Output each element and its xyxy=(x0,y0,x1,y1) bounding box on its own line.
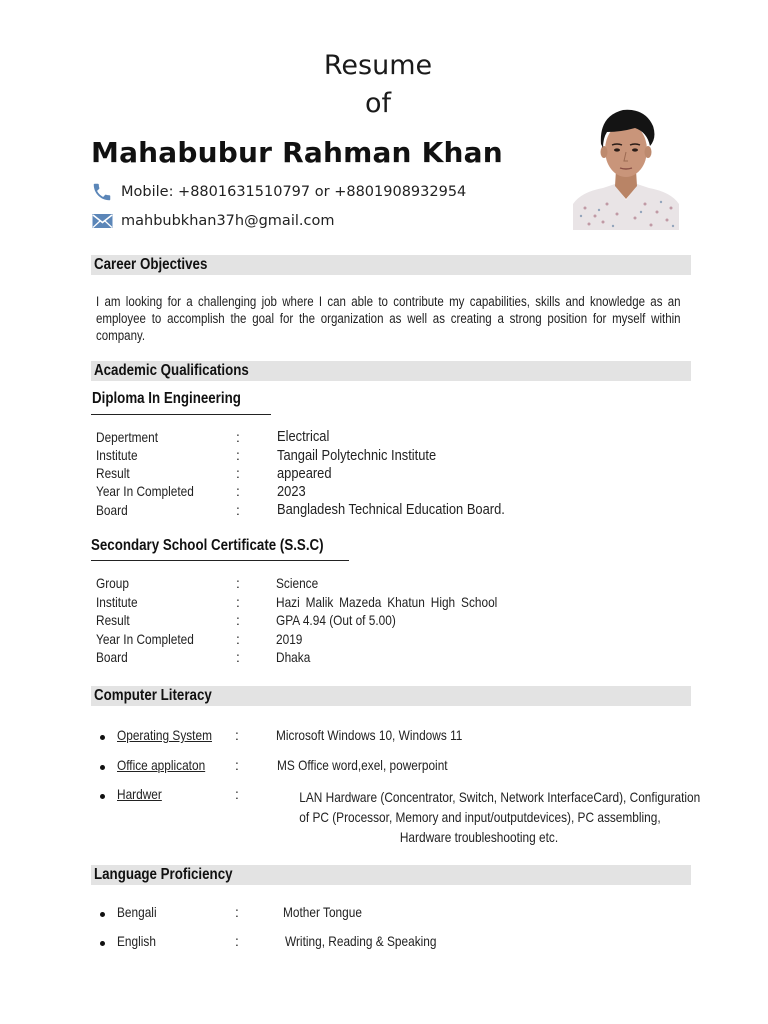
mobile-text: Mobile: +8801631510797 or +8801908932954 xyxy=(121,184,467,200)
table-row xyxy=(96,576,656,594)
row-value: Bangladesh Technical Education Board. xyxy=(277,501,505,518)
item-value: Microsoft Windows 10, Windows 11 xyxy=(276,728,463,743)
ssc-title: Secondary School Certificate (S.S.C) xyxy=(91,537,324,554)
item-value: Writing, Reading & Speaking xyxy=(285,934,437,949)
item-key: Hardwer xyxy=(117,787,162,802)
resume-title: Resume xyxy=(323,50,433,81)
email-text: mahbubkhan37h@gmail.com xyxy=(121,213,335,229)
row-value: appeared xyxy=(277,465,332,482)
item-colon: : xyxy=(235,934,239,949)
list-item xyxy=(100,905,700,923)
section-heading: Computer Literacy xyxy=(94,687,212,704)
list-item xyxy=(100,728,700,746)
row-colon: : xyxy=(236,650,240,665)
section-career-objectives xyxy=(91,255,691,275)
candidate-name: Mahabubur Rahman Khan xyxy=(91,136,503,169)
section-language-proficiency xyxy=(91,865,691,885)
item-colon: : xyxy=(235,728,239,743)
row-value: Tangail Polytechnic Institute xyxy=(277,447,437,464)
table-row xyxy=(96,430,656,448)
bullet-icon xyxy=(100,912,105,917)
table-row xyxy=(96,448,656,466)
section-heading: Academic Qualifications xyxy=(94,362,249,379)
contact-mobile xyxy=(91,181,466,203)
contact-email xyxy=(91,210,334,232)
hardware-line: of PC (Processor, Memory and input/outputdevices), PC assembling, xyxy=(299,810,661,825)
hardware-description xyxy=(270,788,701,848)
row-key: Year In Completed xyxy=(96,484,194,499)
table-row xyxy=(96,632,656,650)
bullet-icon xyxy=(100,941,105,946)
item-colon: : xyxy=(235,787,239,802)
row-value: Science xyxy=(276,576,319,591)
row-key: Depertment xyxy=(96,430,159,445)
row-colon: : xyxy=(236,632,240,647)
resume-title-of: of xyxy=(364,88,392,119)
row-colon: : xyxy=(236,595,240,610)
career-objective-text: I am looking for a challenging job where I can able to contribute my capabilities, skills and knowledge as an employee to accomplish the goal for the organization as well as creating a strong position for myself within company. xyxy=(96,294,681,343)
profile-photo xyxy=(573,104,679,230)
table-row xyxy=(96,466,656,484)
item-key: Operating System xyxy=(117,728,212,743)
bullet-icon xyxy=(100,765,105,770)
diploma-title: Diploma In Engineering xyxy=(92,390,241,407)
table-row xyxy=(96,595,656,613)
envelope-icon xyxy=(91,210,113,232)
table-row xyxy=(96,613,656,631)
bullet-icon xyxy=(100,794,105,799)
row-colon: : xyxy=(236,448,240,463)
item-value: Mother Tongue xyxy=(283,905,362,920)
divider xyxy=(91,414,271,415)
row-value: Electrical xyxy=(277,428,330,445)
hardware-line: Hardware troubleshooting etc. xyxy=(399,830,559,845)
table-row xyxy=(96,650,656,668)
row-value: Hazi Malik Mazeda Khatun High School xyxy=(276,595,498,610)
row-key: Result xyxy=(96,466,130,481)
divider xyxy=(91,560,349,561)
table-row xyxy=(96,484,656,502)
item-colon: : xyxy=(235,905,239,920)
hardware-line: LAN Hardware (Concentrator, Switch, Network InterfaceCard), Configuration xyxy=(299,790,701,805)
row-key: Board xyxy=(96,503,128,518)
row-colon: : xyxy=(236,466,240,481)
section-academic-qualifications xyxy=(91,361,691,381)
row-colon: : xyxy=(236,430,240,445)
section-heading: Career Objectives xyxy=(94,256,208,273)
row-key: Board xyxy=(96,650,128,665)
list-item xyxy=(100,934,700,952)
row-value: Dhaka xyxy=(276,650,311,665)
bullet-icon xyxy=(100,735,105,740)
row-key: Institute xyxy=(96,595,138,610)
item-key: English xyxy=(117,934,156,949)
section-heading: Language Proficiency xyxy=(94,866,233,883)
row-key: Result xyxy=(96,613,130,628)
phone-icon xyxy=(91,181,113,203)
row-colon: : xyxy=(236,576,240,591)
item-key: Bengali xyxy=(117,905,157,920)
table-row xyxy=(96,503,656,521)
row-value: 2023 xyxy=(277,483,306,500)
row-colon: : xyxy=(236,503,240,518)
row-key: Institute xyxy=(96,448,138,463)
row-colon: : xyxy=(236,484,240,499)
list-item xyxy=(100,758,700,776)
section-computer-literacy xyxy=(91,686,691,706)
row-key: Group xyxy=(96,576,129,591)
row-colon: : xyxy=(236,613,240,628)
item-value: MS Office word,exel, powerpoint xyxy=(277,758,448,773)
item-colon: : xyxy=(235,758,239,773)
item-key: Office applicaton xyxy=(117,758,206,773)
row-value: 2019 xyxy=(276,632,303,647)
row-key: Year In Completed xyxy=(96,632,194,647)
row-value: GPA 4.94 (Out of 5.00) xyxy=(276,613,396,628)
